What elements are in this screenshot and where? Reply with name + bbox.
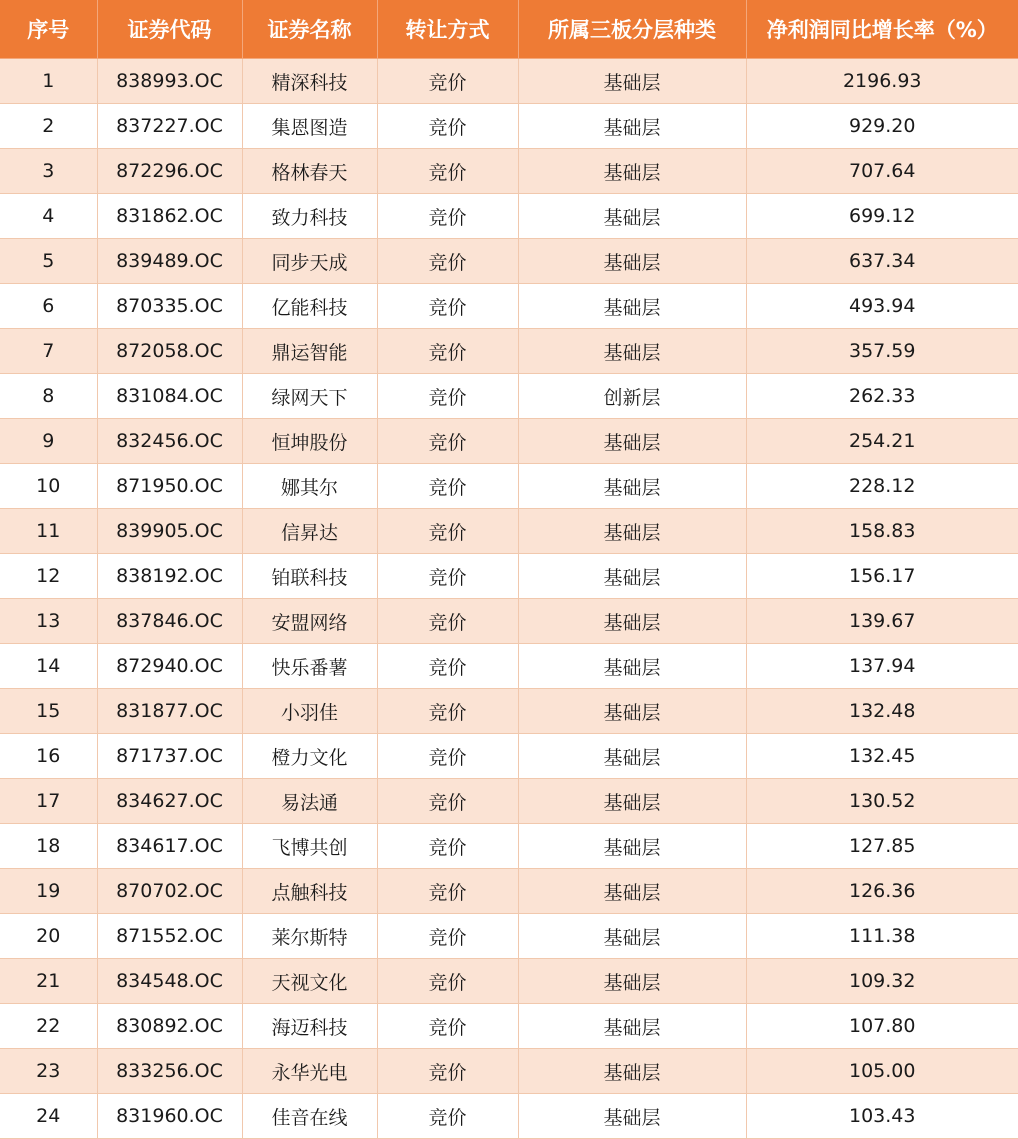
cell-tier: 创新层 [518, 374, 746, 419]
cell-tier: 基础层 [518, 509, 746, 554]
cell-code: 838993.OC [97, 59, 242, 104]
table-body [0, 59, 1018, 1139]
cell-tier: 基础层 [518, 1094, 746, 1139]
cell-index: 16 [0, 734, 97, 779]
table-row [0, 689, 1018, 734]
cell-code: 838192.OC [97, 554, 242, 599]
cell-tier: 基础层 [518, 959, 746, 1004]
cell-growth-rate: 132.48 [746, 689, 1018, 734]
table-row [0, 149, 1018, 194]
cell-code: 837227.OC [97, 104, 242, 149]
cell-index: 12 [0, 554, 97, 599]
cell-index: 8 [0, 374, 97, 419]
cell-index: 11 [0, 509, 97, 554]
cell-name: 安盟网络 [242, 599, 377, 644]
cell-code: 870702.OC [97, 869, 242, 914]
cell-code: 871737.OC [97, 734, 242, 779]
cell-growth-rate: 139.67 [746, 599, 1018, 644]
cell-code: 872940.OC [97, 644, 242, 689]
cell-code: 830892.OC [97, 1004, 242, 1049]
cell-index: 1 [0, 59, 97, 104]
cell-index: 21 [0, 959, 97, 1004]
cell-name: 集恩图造 [242, 104, 377, 149]
cell-transfer-method: 竞价 [377, 689, 518, 734]
cell-index: 23 [0, 1049, 97, 1094]
cell-code: 832456.OC [97, 419, 242, 464]
cell-growth-rate: 707.64 [746, 149, 1018, 194]
cell-tier: 基础层 [518, 689, 746, 734]
cell-name: 娜其尔 [242, 464, 377, 509]
cell-transfer-method: 竞价 [377, 59, 518, 104]
cell-code: 831862.OC [97, 194, 242, 239]
cell-growth-rate: 2196.93 [746, 59, 1018, 104]
cell-tier: 基础层 [518, 914, 746, 959]
cell-transfer-method: 竞价 [377, 329, 518, 374]
cell-transfer-method: 竞价 [377, 779, 518, 824]
cell-name: 永华光电 [242, 1049, 377, 1094]
table-row [0, 374, 1018, 419]
cell-tier: 基础层 [518, 59, 746, 104]
cell-name: 亿能科技 [242, 284, 377, 329]
cell-transfer-method: 竞价 [377, 1004, 518, 1049]
table-row [0, 509, 1018, 554]
cell-code: 834627.OC [97, 779, 242, 824]
header-code: 证券代码 [97, 0, 242, 59]
cell-transfer-method: 竞价 [377, 914, 518, 959]
cell-transfer-method: 竞价 [377, 374, 518, 419]
cell-transfer-method: 竞价 [377, 419, 518, 464]
cell-name: 佳音在线 [242, 1094, 377, 1139]
header-index: 序号 [0, 0, 97, 59]
cell-index: 10 [0, 464, 97, 509]
cell-tier: 基础层 [518, 824, 746, 869]
cell-code: 833256.OC [97, 1049, 242, 1094]
cell-tier: 基础层 [518, 599, 746, 644]
table-row [0, 599, 1018, 644]
cell-growth-rate: 127.85 [746, 824, 1018, 869]
cell-code: 871552.OC [97, 914, 242, 959]
cell-transfer-method: 竞价 [377, 644, 518, 689]
cell-growth-rate: 637.34 [746, 239, 1018, 284]
table-row [0, 284, 1018, 329]
cell-name: 飞博共创 [242, 824, 377, 869]
table-row [0, 554, 1018, 599]
cell-index: 15 [0, 689, 97, 734]
table-row [0, 824, 1018, 869]
cell-index: 24 [0, 1094, 97, 1139]
table-row [0, 194, 1018, 239]
cell-transfer-method: 竞价 [377, 284, 518, 329]
cell-name: 天视文化 [242, 959, 377, 1004]
table-row [0, 959, 1018, 1004]
cell-code: 839489.OC [97, 239, 242, 284]
cell-growth-rate: 254.21 [746, 419, 1018, 464]
cell-growth-rate: 109.32 [746, 959, 1018, 1004]
header-growth-rate: 净利润同比增长率（%） [746, 0, 1018, 59]
cell-tier: 基础层 [518, 419, 746, 464]
cell-index: 14 [0, 644, 97, 689]
cell-transfer-method: 竞价 [377, 104, 518, 149]
cell-growth-rate: 132.45 [746, 734, 1018, 779]
cell-code: 871950.OC [97, 464, 242, 509]
table-row [0, 329, 1018, 374]
cell-code: 837846.OC [97, 599, 242, 644]
cell-transfer-method: 竞价 [377, 1094, 518, 1139]
cell-growth-rate: 929.20 [746, 104, 1018, 149]
cell-name: 易法通 [242, 779, 377, 824]
cell-code: 872296.OC [97, 149, 242, 194]
cell-name: 格林春天 [242, 149, 377, 194]
cell-growth-rate: 228.12 [746, 464, 1018, 509]
cell-name: 同步天成 [242, 239, 377, 284]
table-row [0, 419, 1018, 464]
header-name: 证券名称 [242, 0, 377, 59]
cell-transfer-method: 竞价 [377, 734, 518, 779]
cell-code: 831877.OC [97, 689, 242, 734]
cell-index: 20 [0, 914, 97, 959]
cell-index: 13 [0, 599, 97, 644]
cell-tier: 基础层 [518, 1004, 746, 1049]
cell-code: 872058.OC [97, 329, 242, 374]
table-row [0, 1004, 1018, 1049]
table-row [0, 734, 1018, 779]
table-row [0, 644, 1018, 689]
cell-name: 橙力文化 [242, 734, 377, 779]
cell-index: 18 [0, 824, 97, 869]
cell-index: 2 [0, 104, 97, 149]
table-row [0, 59, 1018, 104]
cell-growth-rate: 103.43 [746, 1094, 1018, 1139]
table-row [0, 779, 1018, 824]
cell-transfer-method: 竞价 [377, 824, 518, 869]
cell-transfer-method: 竞价 [377, 869, 518, 914]
cell-code: 870335.OC [97, 284, 242, 329]
cell-name: 海迈科技 [242, 1004, 377, 1049]
cell-tier: 基础层 [518, 644, 746, 689]
cell-transfer-method: 竞价 [377, 554, 518, 599]
cell-code: 839905.OC [97, 509, 242, 554]
cell-index: 6 [0, 284, 97, 329]
cell-tier: 基础层 [518, 239, 746, 284]
cell-code: 834617.OC [97, 824, 242, 869]
cell-tier: 基础层 [518, 329, 746, 374]
cell-name: 小羽佳 [242, 689, 377, 734]
cell-growth-rate: 493.94 [746, 284, 1018, 329]
cell-name: 致力科技 [242, 194, 377, 239]
cell-index: 3 [0, 149, 97, 194]
table-row [0, 1049, 1018, 1094]
cell-index: 22 [0, 1004, 97, 1049]
cell-transfer-method: 竞价 [377, 239, 518, 284]
table-row [0, 239, 1018, 284]
cell-growth-rate: 699.12 [746, 194, 1018, 239]
cell-growth-rate: 262.33 [746, 374, 1018, 419]
cell-name: 点触科技 [242, 869, 377, 914]
cell-growth-rate: 130.52 [746, 779, 1018, 824]
cell-index: 17 [0, 779, 97, 824]
cell-tier: 基础层 [518, 464, 746, 509]
cell-tier: 基础层 [518, 149, 746, 194]
cell-code: 831960.OC [97, 1094, 242, 1139]
cell-index: 4 [0, 194, 97, 239]
header-tier: 所属三板分层种类 [518, 0, 746, 59]
cell-code: 831084.OC [97, 374, 242, 419]
cell-name: 莱尔斯特 [242, 914, 377, 959]
cell-growth-rate: 357.59 [746, 329, 1018, 374]
table-row [0, 464, 1018, 509]
cell-index: 19 [0, 869, 97, 914]
cell-tier: 基础层 [518, 869, 746, 914]
cell-tier: 基础层 [518, 284, 746, 329]
cell-name: 铂联科技 [242, 554, 377, 599]
cell-growth-rate: 126.36 [746, 869, 1018, 914]
table-row [0, 104, 1018, 149]
header-row [0, 0, 1018, 59]
cell-tier: 基础层 [518, 104, 746, 149]
table-row [0, 869, 1018, 914]
cell-tier: 基础层 [518, 734, 746, 779]
cell-name: 信昇达 [242, 509, 377, 554]
cell-tier: 基础层 [518, 194, 746, 239]
cell-transfer-method: 竞价 [377, 599, 518, 644]
cell-index: 5 [0, 239, 97, 284]
cell-name: 鼎运智能 [242, 329, 377, 374]
cell-tier: 基础层 [518, 554, 746, 599]
cell-transfer-method: 竞价 [377, 959, 518, 1004]
cell-transfer-method: 竞价 [377, 1049, 518, 1094]
cell-transfer-method: 竞价 [377, 149, 518, 194]
cell-growth-rate: 137.94 [746, 644, 1018, 689]
cell-growth-rate: 107.80 [746, 1004, 1018, 1049]
cell-name: 精深科技 [242, 59, 377, 104]
cell-code: 834548.OC [97, 959, 242, 1004]
cell-name: 绿网天下 [242, 374, 377, 419]
cell-growth-rate: 158.83 [746, 509, 1018, 554]
cell-tier: 基础层 [518, 1049, 746, 1094]
table-row [0, 1094, 1018, 1139]
cell-name: 恒坤股份 [242, 419, 377, 464]
cell-transfer-method: 竞价 [377, 509, 518, 554]
cell-index: 9 [0, 419, 97, 464]
header-transfer-method: 转让方式 [377, 0, 518, 59]
cell-name: 快乐番薯 [242, 644, 377, 689]
cell-transfer-method: 竞价 [377, 464, 518, 509]
cell-growth-rate: 111.38 [746, 914, 1018, 959]
cell-transfer-method: 竞价 [377, 194, 518, 239]
table-row [0, 914, 1018, 959]
cell-growth-rate: 105.00 [746, 1049, 1018, 1094]
cell-tier: 基础层 [518, 779, 746, 824]
cell-growth-rate: 156.17 [746, 554, 1018, 599]
cell-index: 7 [0, 329, 97, 374]
